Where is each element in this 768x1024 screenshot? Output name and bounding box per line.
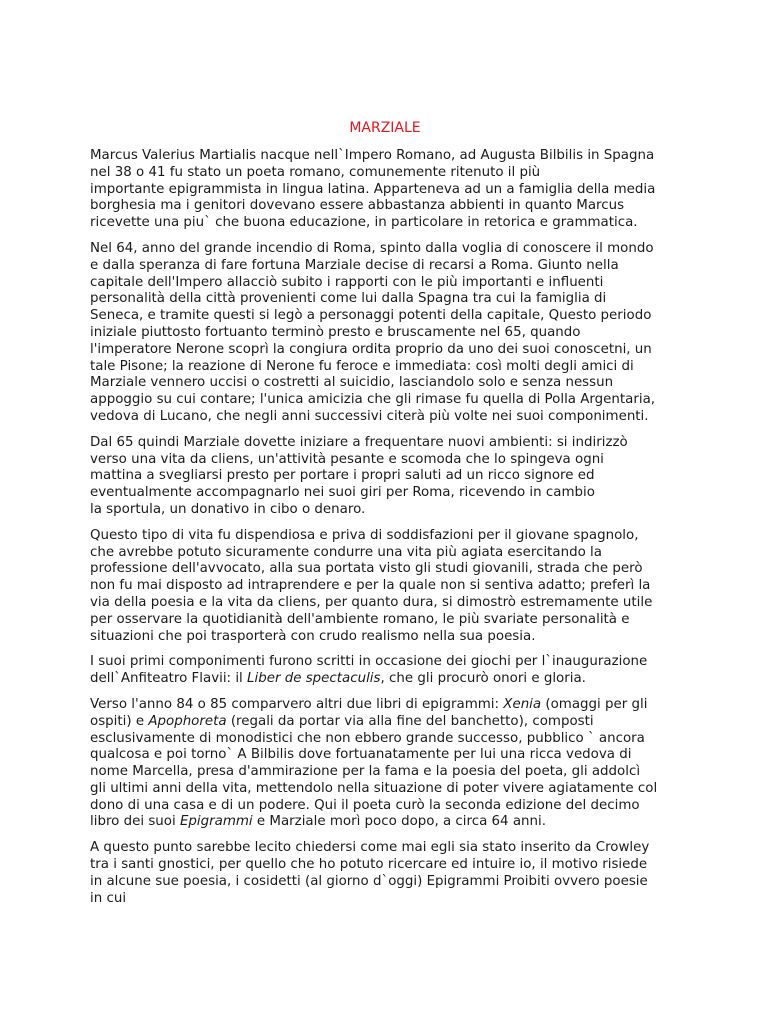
text-run: (regali da portar via alla fine del banchetto), composti	[226, 713, 594, 729]
text-line: e dalla speranza di fare fortuna Marziale decise di recarsi a Roma. Giunto nella	[90, 257, 619, 273]
text-line	[90, 671, 688, 688]
text-line: in cui	[90, 890, 127, 906]
text-line: personalità della città provenienti come lui dalla Spagna tra cui la famiglia di	[90, 291, 607, 307]
text-line: la sportula, un donativo in cibo o denaro.	[90, 501, 366, 517]
paragraph-2	[90, 241, 688, 426]
text-line: mattina a svegliarsi presto per portare i propri saluti ad un ricco signore ed	[90, 468, 595, 484]
text-line: che avrebbe potuto sicuramente condurre una vita più agiata esercitando la	[90, 544, 602, 560]
text-line: borghesia ma i genitori dovevano essere abbastanza abbienti in quanto Marcus	[90, 198, 625, 214]
text-line: eventualmente accompagnarlo nei suoi giri per Roma, ricevendo in cambio	[90, 485, 595, 501]
text-run: dell`Anfiteatro Flavii: il	[90, 671, 248, 687]
text-line	[90, 714, 688, 731]
text-run: Verso l'anno 84 o 85 comparvero altri due libri di epigrammi:	[90, 696, 504, 712]
text-line: tra i santi gnostici, per quello che ho potuto ricercare ed intuire io, il motivo risiede	[90, 857, 648, 873]
text-line: vedova di Lucano, che negli anni successivi citerà più volte nei suoi componimenti.	[90, 408, 649, 424]
text-line: Dal 65 quindi Marziale dovette iniziare a frequentare nuovi ambienti: si indirizzò	[90, 434, 628, 450]
text-line: Marziale vennero uccisi o costretti al suicidio, lasciandolo solo e senza nessun	[90, 375, 614, 391]
text-line: importante epigrammista in lingua latina. Apparteneva ad un a famiglia della media	[90, 181, 656, 197]
book-title-xenia: Xenia	[503, 696, 542, 712]
paragraph-1	[90, 148, 688, 232]
document-page	[90, 118, 688, 916]
text-line: Marcus Valerius Martialis nacque nell`Impero Romano, ad Augusta Bilbilis in Spagna	[90, 148, 655, 163]
text-line: verso una vita da cliens, un'attività pesante e scomoda che lo spingeva ogni	[90, 451, 604, 467]
book-title-apophoreta: Apophoreta	[148, 713, 227, 729]
text-run: , che gli procurò onori e gloria.	[380, 671, 586, 687]
text-line	[90, 697, 688, 714]
text-line: esclusivamente di monodistici che non ebbero grande successo, pubblico ` ancora	[90, 730, 645, 746]
paragraph-6	[90, 697, 688, 831]
book-title-liber-de-spectaculis: Liber de spectaculis	[247, 671, 381, 687]
text-line: situazioni che poi trasporterà con crudo realismo nella sua poesia.	[90, 628, 536, 644]
text-line: iniziale piuttosto fortuanto terminò presto e bruscamente nel 65, quando	[90, 324, 581, 340]
text-line: nome Marcella, presa d'ammirazione per la fama e la poesia del poeta, gli addolcì	[90, 764, 641, 780]
text-line: capitale dell'Impero allacciò subito i rapporti con le più importanti e influenti	[90, 274, 604, 290]
text-line: professione dell'avvocato, alla sua portata visto gli studi giovanili, strada che però	[90, 561, 643, 577]
text-run: (omaggi per gli	[541, 696, 648, 712]
text-line: Nel 64, anno del grande incendio di Roma, spinto dalla voglia di conoscere il mondo	[90, 240, 654, 256]
paragraph-5	[90, 654, 688, 688]
text-line: A questo punto sarebbe lecito chiedersi come mai egli sia stato inserito da Crowley	[90, 840, 650, 856]
text-line: nel 38 o 41 fu stato un poeta romano, comunemente ritenuto il più	[90, 164, 541, 180]
paragraph-7	[90, 840, 688, 907]
text-line: Seneca, e tramite questi si legò a personaggi potenti della capitale, Questo periodo	[90, 308, 652, 324]
text-line: Questo tipo di vita fu dispendiosa e priva di soddisfazioni per il giovane spagnolo,	[90, 527, 639, 543]
text-line: qualcosa e poi torno` A Bilbilis dove fortuanatamente per lui una ricca vedova di	[90, 747, 632, 763]
paragraph-3	[90, 435, 688, 519]
text-line: l'imperatore Nerone scoprì la congiura ordita proprio da uno dei suoi conoscetni, un	[90, 341, 652, 357]
text-line: per osservare la quotidianità dell'ambiente romano, le più svariate personalità e	[90, 611, 630, 627]
document-title: MARZIALE	[349, 120, 421, 136]
text-line: appoggio su cui contare; l'unica amicizia che gli rimase fu quella di Polla Argentaria,	[90, 392, 656, 408]
text-line	[90, 814, 688, 831]
text-line: dono di una casa e di un podere. Qui il poeta curò la seconda edizione del decimo	[90, 797, 640, 813]
text-line: gli ultimi anni della vita, mettendolo nella situazione di poter vivere agiatamente col	[90, 780, 658, 796]
text-line: I suoi primi componimenti furono scritti in occasione dei giochi per l`inaugurazione	[90, 654, 648, 670]
text-run: ospiti) e	[90, 713, 149, 729]
text-line: ricevette una piu` che buona educazione, in particolare in retorica e grammatica.	[90, 215, 638, 231]
book-title-epigrammi: Epigrammi	[179, 814, 253, 830]
paragraph-4	[90, 528, 688, 646]
text-line: in alcune sue poesia, i cosidetti (al giorno d`oggi) Epigrammi Proibiti ovvero poesie	[90, 873, 648, 889]
text-run: e Marziale morì poco dopo, a circa 64 anni.	[252, 814, 546, 830]
text-line: tale Pisone; la reazione di Nerone fu feroce e immediata: così molti degli amici di	[90, 358, 634, 374]
text-line: via della poesia e la vita da cliens, per quanto dura, si dimostrò estremamente utile	[90, 594, 653, 610]
text-run: libro dei suoi	[90, 814, 180, 830]
text-line: non fu mai disposto ad intraprendere e per la quale non si sentiva adatto; preferì la	[90, 578, 651, 594]
